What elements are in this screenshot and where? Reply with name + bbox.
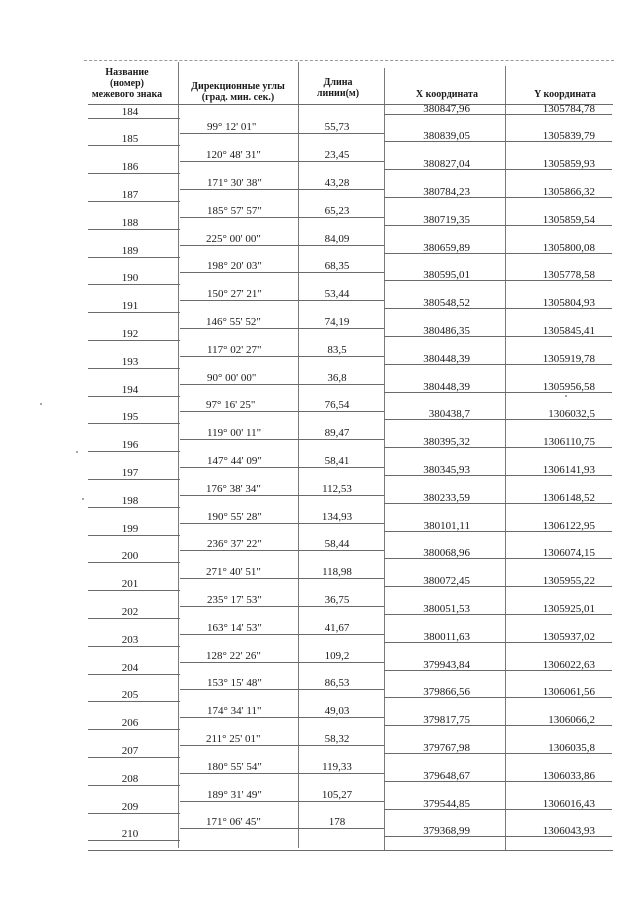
point-number: 189: [121, 244, 139, 257]
row-rule: [88, 785, 180, 786]
directional-angle: 198° 20' 03": [207, 260, 262, 273]
segment-rule: [180, 606, 384, 607]
segment-rule: [180, 495, 384, 496]
row-rule: [384, 809, 612, 810]
row-rule: [88, 118, 180, 119]
line-length: 76,54: [324, 399, 350, 412]
point-number: 197: [121, 466, 139, 479]
row-rule: [88, 145, 180, 146]
point-number: 193: [121, 355, 139, 368]
directional-angle: 171° 06' 45": [206, 816, 261, 829]
x-coordinate: 379943,84: [423, 658, 470, 671]
directional-angle: 128° 22' 26": [206, 649, 261, 662]
y-coordinate: 1306032,5: [548, 408, 595, 421]
point-number: 200: [121, 550, 139, 563]
header-length: Длина линии(м): [316, 77, 360, 99]
row-rule: [384, 392, 612, 393]
row-rule: [88, 312, 180, 313]
row-rule: [384, 670, 612, 671]
segment-rule: [180, 689, 384, 690]
row-rule: [88, 813, 180, 814]
row-rule: [88, 674, 180, 675]
row-rule: [88, 284, 180, 285]
segment-rule: [180, 717, 384, 718]
row-rule: [384, 697, 612, 698]
row-rule: [88, 257, 180, 258]
y-coordinate: 1305955,22: [542, 575, 595, 588]
directional-angle: 90° 00' 00": [207, 371, 257, 384]
segment-rule: [180, 439, 384, 440]
directional-angle: 235° 17' 53": [207, 594, 262, 606]
directional-angle: 153° 15' 48": [207, 677, 262, 690]
directional-angle: 271° 40' 51": [206, 566, 261, 579]
column-divider-name: [178, 62, 179, 848]
row-rule: [384, 642, 612, 643]
line-length: 58,41: [324, 455, 350, 467]
x-coordinate: 379817,75: [423, 714, 470, 727]
y-coordinate: 1306122,95: [542, 519, 595, 532]
row-rule: [384, 169, 612, 170]
row-rule: [88, 729, 180, 730]
x-coordinate: 380233,59: [423, 491, 470, 504]
point-number: 205: [121, 689, 139, 702]
directional-angle: 189° 31' 49": [207, 788, 262, 801]
row-rule: [88, 229, 180, 230]
column-divider-length: [384, 68, 385, 850]
y-coordinate: 1305925,01: [542, 602, 595, 615]
y-coordinate: 1305800,08: [542, 241, 595, 254]
row-rule: [384, 225, 612, 226]
line-length: 49,03: [324, 705, 350, 718]
point-number: 195: [121, 411, 139, 424]
y-coordinate: 1305937,02: [542, 630, 595, 643]
segment-rule: [180, 523, 384, 524]
segment-rule: [180, 300, 384, 301]
row-rule: [88, 562, 180, 563]
y-coordinate: 1306074,15: [542, 547, 595, 560]
row-rule: [88, 368, 180, 369]
point-number: 207: [121, 744, 139, 757]
directional-angle: 97° 16' 25": [206, 399, 256, 412]
row-rule: [88, 701, 180, 702]
y-coordinate: 1305845,41: [542, 324, 595, 337]
point-number: 199: [121, 522, 139, 535]
row-rule: [384, 419, 612, 420]
x-coordinate: 380101,11: [423, 519, 470, 532]
point-number: 196: [121, 439, 139, 452]
point-number: 186: [121, 161, 139, 174]
x-coordinate: 380595,01: [423, 269, 470, 282]
x-coordinate: 380068,96: [423, 547, 470, 560]
line-length: 109,2: [324, 649, 350, 662]
x-coordinate: 380784,23: [423, 185, 470, 198]
y-coordinate: 1305859,54: [542, 213, 595, 226]
line-length: 55,73: [324, 121, 350, 134]
segment-rule: [180, 189, 384, 190]
x-coordinate: 380438,7: [428, 408, 470, 421]
y-coordinate: 1305804,93: [542, 297, 595, 310]
y-coordinate: 1306016,43: [542, 797, 595, 810]
directional-angle: 190° 55' 28": [207, 510, 262, 523]
x-coordinate: 380072,45: [423, 575, 470, 588]
row-rule: [384, 725, 612, 726]
directional-angle: 99° 12' 01": [207, 121, 257, 134]
scan-speck: [40, 403, 42, 405]
point-number: 206: [121, 717, 139, 730]
x-coordinate: 380051,53: [423, 602, 470, 615]
row-rule: [88, 340, 180, 341]
row-rule: [88, 173, 180, 174]
x-coordinate: 380839,05: [423, 130, 470, 143]
y-coordinate: 1305956,58: [542, 380, 595, 393]
segment-rule: [180, 745, 384, 746]
x-coordinate: 379767,98: [423, 741, 470, 754]
line-length: 41,67: [324, 621, 350, 634]
header-name: Название (номер) межевого знака: [91, 67, 163, 100]
segment-rule: [180, 411, 384, 412]
segment-rule: [180, 828, 384, 829]
line-length: 43,28: [324, 177, 350, 189]
row-rule: [88, 423, 180, 424]
y-coordinate: 1305778,58: [542, 269, 595, 282]
line-length: 36,8: [327, 371, 347, 384]
x-coordinate: 379866,56: [423, 686, 470, 699]
segment-rule: [180, 801, 384, 802]
y-coordinate: 1305859,93: [542, 158, 595, 171]
x-coordinate: 380395,32: [423, 436, 470, 449]
point-number: 202: [121, 605, 139, 618]
point-number: 208: [121, 772, 139, 785]
x-coordinate: 380548,52: [423, 297, 470, 310]
segment-rule: [180, 245, 384, 246]
segment-rule: [180, 161, 384, 162]
line-length: 84,09: [324, 232, 350, 245]
line-length: 134,93: [321, 510, 353, 523]
x-coordinate: 380486,35: [423, 324, 470, 337]
point-number: 210: [121, 828, 139, 841]
point-number: 191: [121, 300, 139, 313]
row-rule: [384, 586, 612, 587]
row-rule: [88, 507, 180, 508]
directional-angle: 146° 55' 52": [206, 316, 261, 328]
y-coordinate: 1305839,79: [542, 130, 595, 143]
y-coordinate: 1306022,63: [542, 658, 595, 671]
segment-rule: [180, 217, 384, 218]
row-rule: [384, 558, 612, 559]
x-coordinate: 380345,93: [423, 463, 470, 476]
line-length: 23,45: [324, 149, 350, 162]
row-rule: [88, 201, 180, 202]
row-rule: [88, 396, 180, 397]
directional-angle: 120° 48' 31": [206, 149, 261, 162]
line-length: 58,32: [324, 733, 350, 745]
row-rule: [384, 280, 612, 281]
line-length: 53,44: [324, 288, 350, 301]
row-rule: [88, 535, 180, 536]
scan-speck: [82, 498, 84, 500]
point-number: 187: [121, 188, 139, 201]
directional-angle: 174° 34' 11": [207, 705, 262, 718]
directional-angle: 180° 55' 54": [207, 760, 262, 773]
row-rule: [384, 308, 612, 309]
point-number: 190: [121, 272, 139, 285]
y-coordinate: 1306035,8: [548, 741, 595, 754]
table-bottom-rule: [88, 850, 613, 851]
row-rule: [384, 753, 612, 754]
row-rule: [88, 840, 180, 841]
y-coordinate: 1305919,78: [542, 352, 595, 365]
point-number: 204: [121, 661, 139, 674]
point-number: 198: [121, 494, 139, 507]
y-coordinate: 1305866,32: [542, 185, 595, 198]
row-rule: [88, 646, 180, 647]
y-coordinate: 1306148,52: [542, 491, 595, 504]
segment-rule: [180, 328, 384, 329]
row-rule: [88, 757, 180, 758]
line-length: 36,75: [324, 594, 350, 606]
segment-rule: [180, 662, 384, 663]
line-length: 83,5: [327, 343, 347, 356]
row-rule: [88, 590, 180, 591]
y-coordinate: 1306110,75: [543, 436, 595, 449]
scan-speck: [565, 395, 567, 397]
x-coordinate: 380011,63: [423, 630, 470, 643]
line-length: 65,23: [324, 204, 350, 217]
x-coordinate: 380827,04: [423, 158, 470, 171]
point-number: 201: [121, 578, 139, 591]
row-rule: [384, 836, 612, 837]
x-coordinate: 379648,67: [423, 769, 470, 782]
segment-rule: [180, 272, 384, 273]
line-length: 105,27: [321, 788, 353, 801]
point-number: 194: [121, 383, 139, 396]
segment-rule: [180, 384, 384, 385]
directional-angle: 185° 57' 57": [207, 204, 262, 217]
segment-rule: [180, 773, 384, 774]
line-length: 89,47: [324, 427, 350, 440]
row-rule: [384, 447, 612, 448]
header-x: X координата: [415, 89, 479, 100]
line-length: 118,98: [322, 566, 352, 579]
row-rule: [384, 781, 612, 782]
scan-speck: [76, 451, 78, 453]
y-coordinate: 1306061,56: [542, 686, 595, 699]
row-rule: [88, 618, 180, 619]
directional-angle: 236° 37' 22": [207, 538, 262, 551]
header-top-rule: [84, 60, 614, 61]
row-rule: [384, 364, 612, 365]
column-divider-x: [505, 66, 506, 850]
directional-angle: 211° 25' 01": [206, 733, 261, 745]
segment-rule: [180, 634, 384, 635]
segment-rule: [180, 467, 384, 468]
header-y: Y координата: [534, 89, 596, 100]
x-coordinate: 380719,35: [423, 213, 470, 226]
row-rule: [88, 451, 180, 452]
x-coordinate: 380847,96: [423, 102, 470, 115]
y-coordinate: 1306141,93: [542, 463, 595, 476]
header-angle: Дирекционные углы (град. мин. сек.): [191, 81, 285, 103]
line-length: 58,44: [324, 538, 350, 551]
line-length: 119,33: [322, 760, 352, 773]
point-number: 209: [121, 800, 139, 813]
row-rule: [384, 614, 612, 615]
row-rule: [384, 503, 612, 504]
line-length: 68,35: [324, 260, 350, 273]
point-number: 184: [121, 105, 139, 118]
y-coordinate: 1305784,78: [542, 102, 595, 115]
directional-angle: 117° 02' 27": [207, 343, 262, 356]
row-rule: [384, 253, 612, 254]
point-number: 188: [121, 216, 139, 229]
column-divider-angle: [298, 62, 299, 848]
row-rule: [384, 114, 612, 115]
x-coordinate: 380448,39: [423, 352, 470, 365]
x-coordinate: 379544,85: [423, 797, 470, 810]
y-coordinate: 1306043,93: [542, 825, 595, 838]
point-number: 203: [121, 633, 139, 646]
point-number: 192: [121, 327, 139, 340]
line-length: 86,53: [324, 677, 350, 690]
directional-angle: 150° 27' 21": [207, 288, 262, 301]
directional-angle: 119° 00' 11": [207, 427, 262, 440]
x-coordinate: 380448,39: [423, 380, 470, 393]
segment-rule: [180, 550, 384, 551]
directional-angle: 163° 14' 53": [207, 621, 262, 634]
x-coordinate: 379368,99: [423, 825, 470, 838]
y-coordinate: 1306066,2: [548, 714, 595, 727]
line-length: 112,53: [322, 482, 352, 495]
row-rule: [384, 336, 612, 337]
segment-rule: [180, 356, 384, 357]
segment-rule: [180, 133, 384, 134]
segment-rule: [180, 578, 384, 579]
row-rule: [88, 479, 180, 480]
row-rule: [384, 141, 612, 142]
point-number: 185: [121, 133, 139, 146]
row-rule: [384, 531, 612, 532]
directional-angle: 176° 38' 34": [206, 482, 261, 495]
line-length: 74,19: [324, 316, 350, 328]
directional-angle: 147° 44' 09": [207, 455, 262, 467]
directional-angle: 225° 00' 00": [206, 232, 261, 245]
directional-angle: 171° 30' 38": [207, 177, 262, 189]
line-length: 178: [328, 816, 346, 829]
x-coordinate: 380659,89: [423, 241, 470, 254]
y-coordinate: 1306033,86: [542, 769, 595, 782]
row-rule: [384, 197, 612, 198]
row-rule: [384, 475, 612, 476]
